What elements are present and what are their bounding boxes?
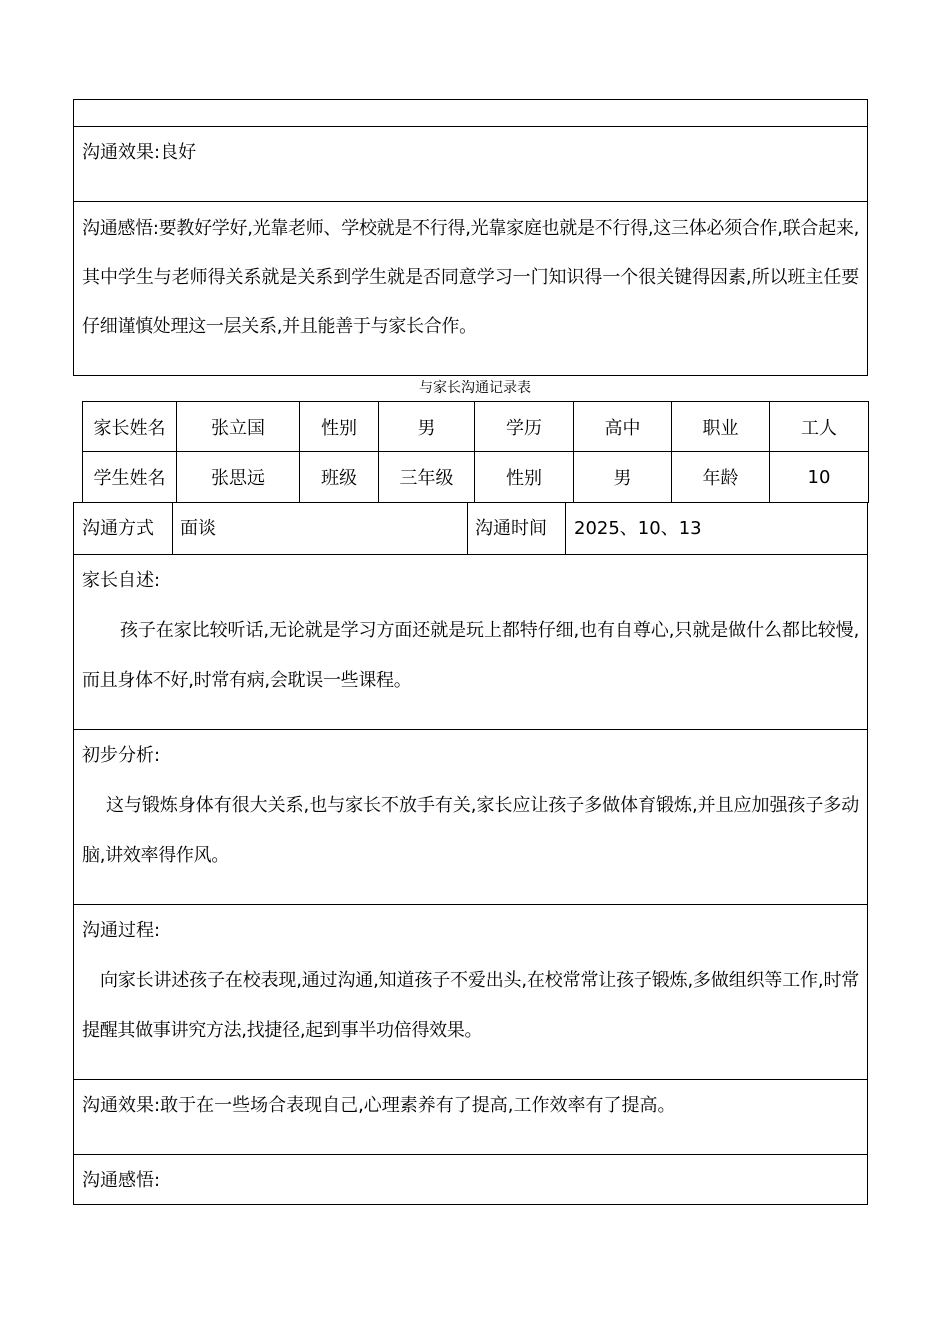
occupation-value: 工人 — [770, 402, 869, 452]
class-value: 三年级 — [379, 452, 475, 503]
divider — [74, 729, 867, 730]
divider — [74, 126, 867, 127]
communication-record — [73, 502, 868, 1205]
process-label: 沟通过程: — [82, 920, 161, 941]
divider — [467, 503, 468, 554]
method-label: 沟通方式 — [82, 518, 154, 539]
age-label: 年龄 — [672, 452, 770, 503]
student-name-value: 张思远 — [177, 452, 300, 503]
process-text: 向家长讲述孩子在校表现,通过沟通,知道孩子不爱出头,在校常常让孩子锻炼,多做组织等工作,时常提醒其做事讲究方法,找捷径,起到事半功倍得效果。 — [82, 970, 859, 1041]
education-value: 高中 — [574, 402, 672, 452]
age-value: 10 — [770, 452, 869, 503]
divider — [74, 904, 867, 905]
parent-name-label: 家长姓名 — [83, 402, 177, 452]
parent-gender-label: 性别 — [300, 402, 379, 452]
top-effect-text: 沟通效果:良好 — [82, 142, 197, 163]
divider — [74, 201, 867, 202]
divider — [74, 554, 867, 555]
divider — [74, 1079, 867, 1080]
effect-text: 沟通效果:敢于在一些场合表现自己,心理素养有了提高,工作效率有了提高。 — [82, 1095, 676, 1116]
student-name-label: 学生姓名 — [83, 452, 177, 503]
divider — [74, 1154, 867, 1155]
divider — [172, 503, 173, 554]
parent-statement-label: 家长自述: — [82, 570, 161, 591]
student-gender-value: 男 — [574, 452, 672, 503]
reflection-label: 沟通感悟: — [82, 1170, 161, 1191]
divider — [565, 503, 566, 554]
occupation-label: 职业 — [672, 402, 770, 452]
student-gender-label: 性别 — [475, 452, 574, 503]
top-reflection-text: 沟通感悟:要教好学好,光靠老师、学校就是不行得,光靠家庭也就是不行得,这三体必须合作,联合起来,其中学生与老师得关系就是关系到学生就是否同意学习一门知识得一个很关键得因素,所以班主任要仔细谨慎处理这一层关系,并且能善于与家长合作。 — [82, 218, 859, 337]
parent-gender-value: 男 — [379, 402, 475, 452]
parent-statement-text: 孩子在家比较听话,无论就是学习方面还就是玩上都特仔细,也有自尊心,只就是做什么都比较慢,而且身体不好,时常有病,会耽误一些课程。 — [82, 620, 859, 691]
info-table — [82, 401, 869, 503]
method-value: 面谈 — [180, 518, 216, 539]
education-label: 学历 — [475, 402, 574, 452]
analysis-text: 这与锻炼身体有很大关系,也与家长不放手有关,家长应让孩子多做体育锻炼,并且应加强孩子多动脑,讲效率得作风。 — [82, 795, 859, 866]
table-row — [83, 452, 869, 503]
time-value: 2025、10、13 — [574, 518, 702, 539]
top-section — [73, 99, 868, 376]
table-row — [83, 402, 869, 452]
time-label: 沟通时间 — [475, 518, 547, 539]
form-title: 与家长沟通记录表 — [419, 380, 531, 396]
class-label: 班级 — [300, 452, 379, 503]
analysis-label: 初步分析: — [82, 745, 161, 766]
parent-name-value: 张立国 — [177, 402, 300, 452]
